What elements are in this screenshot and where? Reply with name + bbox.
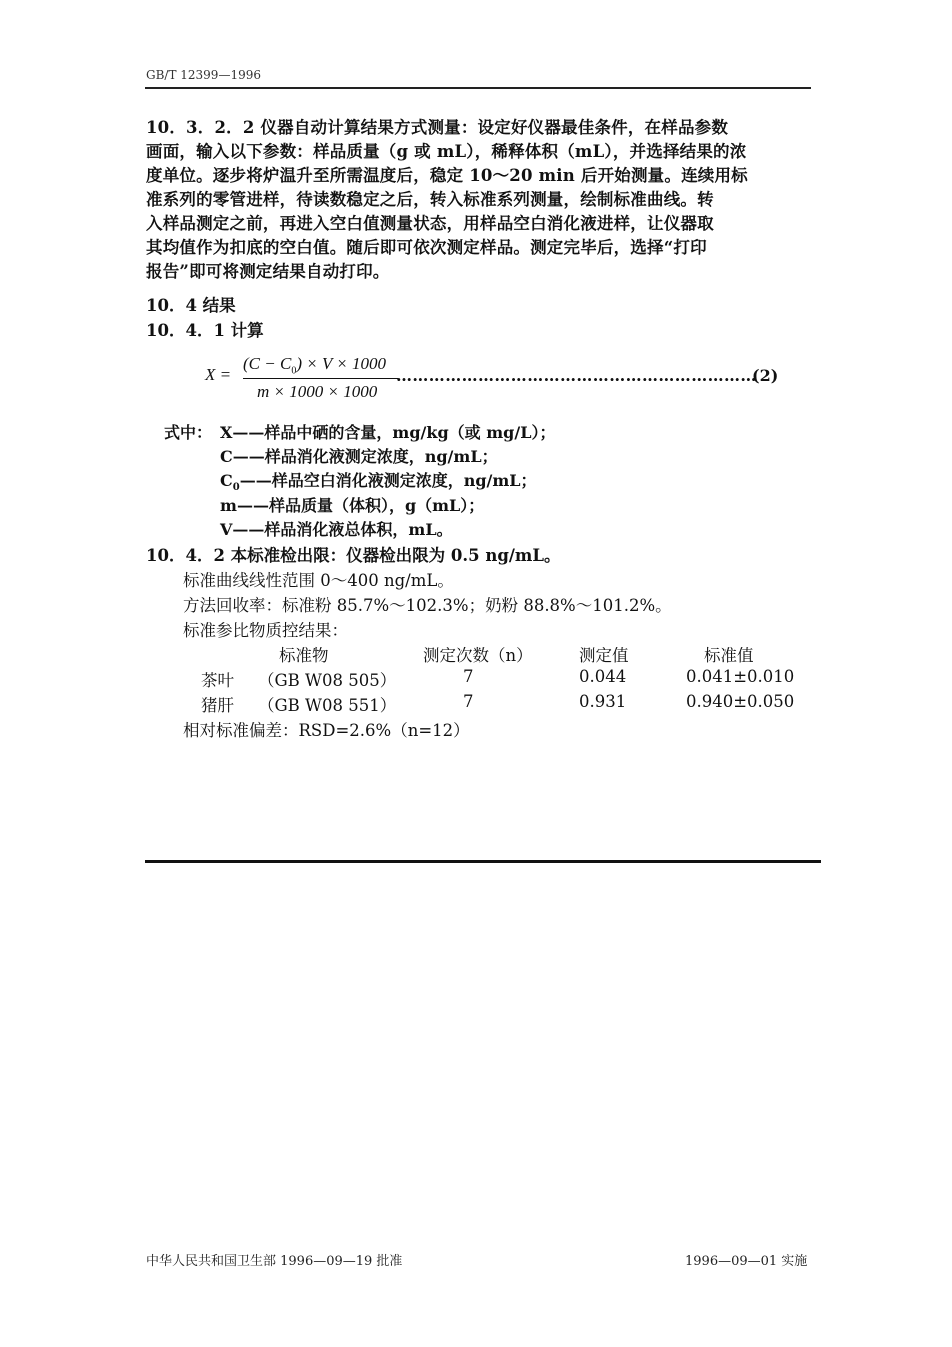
section-10-4-2-heading: 10．4．2 本标准检出限：仪器检出限为 0.5 ng/mL。 xyxy=(146,546,561,565)
definition-item: $C_0——$样品空白消化液测定浓度，ng/mL； xyxy=(220,471,537,494)
paragraph-line: 入样品测定之前，再进入空白值测量状态，用样品空白消化液进样，让仪器取 xyxy=(146,214,714,233)
effective-date-note: 1996—09—01 实施 xyxy=(685,1254,808,1269)
definition-intro: 式中： xyxy=(164,423,213,442)
table-row-measured: 0.931 xyxy=(579,692,627,711)
end-rule xyxy=(145,860,821,863)
recovery-text: 方法回收率：标准粉 85.7%～102.3%；奶粉 88.8%～101.2%。 xyxy=(183,596,672,615)
formula-denominator: m × 1000 × 1000 xyxy=(257,382,378,401)
table-header-reference: 标准物 xyxy=(279,646,329,665)
table-row-standard: 0.041±0.010 xyxy=(686,667,795,686)
table-header-standard: 标准值 xyxy=(704,646,754,665)
table-header-count: 测定次数（n） xyxy=(423,646,533,665)
formula-numerator: $(C - C_0) \times V \times 1000$ xyxy=(243,354,386,377)
definition-item: V——样品消化液总体积，mL。 xyxy=(220,520,453,539)
approval-note: 中华人民共和国卫生部 1996—09—19 批准 xyxy=(146,1254,403,1269)
formula-lhs: X = xyxy=(205,365,232,384)
table-row-name: 茶叶 xyxy=(201,671,234,690)
qc-title: 标准参比物质控结果： xyxy=(183,621,348,640)
paragraph-line: 其均值作为扣底的空白值。随后即可依次测定样品。测定完毕后，选择“打印 xyxy=(146,238,707,257)
paragraph-line: 准系列的零管进样，待读数稳定之后，转入标准系列测量，绘制标准曲线。转 xyxy=(146,190,714,209)
definition-item: X——样品中硒的含量，mg/kg（或 mg/L）； xyxy=(220,423,556,442)
table-row-standard: 0.940±0.050 xyxy=(686,692,795,711)
fraction-bar xyxy=(243,378,398,379)
table-row-code: （GB W08 551） xyxy=(258,696,397,715)
table-row-count: 7 xyxy=(463,692,474,711)
document-code: GB/T 12399—1996 xyxy=(146,68,261,82)
table-row-name: 猪肝 xyxy=(201,696,234,715)
rsd-text: 相对标准偏差：RSD=2.6%（n=12） xyxy=(183,721,470,740)
section-10-4-1-heading: 10．4．1 计算 xyxy=(146,321,264,340)
table-row-code: （GB W08 505） xyxy=(258,671,397,690)
linear-range-text: 标准曲线线性范围 0～400 ng/mL。 xyxy=(183,571,454,590)
definition-item: m——样品质量（体积），g（mL）； xyxy=(220,496,485,515)
paragraph-line: 度单位。逐步将炉温升至所需温度后，稳定 10～20 min 后开始测量。连续用标 xyxy=(146,166,748,185)
paragraph-line: 画面，输入以下参数：样品质量（g 或 mL），稀释体积（mL），并选择结果的浓 xyxy=(146,142,747,161)
header-rule xyxy=(145,87,811,89)
equation-number: (2) xyxy=(752,366,779,385)
paragraph-line: 报告”即可将测定结果自动打印。 xyxy=(146,262,390,281)
formula-leader-dots: ………………………………………………………… xyxy=(396,366,757,385)
table-row-measured: 0.044 xyxy=(579,667,627,686)
section-10-3-2-2-paragraph xyxy=(146,116,810,284)
paragraph-line: 10．3．2．2 仪器自动计算结果方式测量：设定好仪器最佳条件，在样品参数 xyxy=(146,118,729,137)
table-row-count: 7 xyxy=(463,667,474,686)
definition-item: C——样品消化液测定浓度，ng/mL； xyxy=(220,447,498,466)
table-header-measured: 测定值 xyxy=(579,646,629,665)
section-10-4-heading: 10．4 结果 xyxy=(146,296,236,315)
